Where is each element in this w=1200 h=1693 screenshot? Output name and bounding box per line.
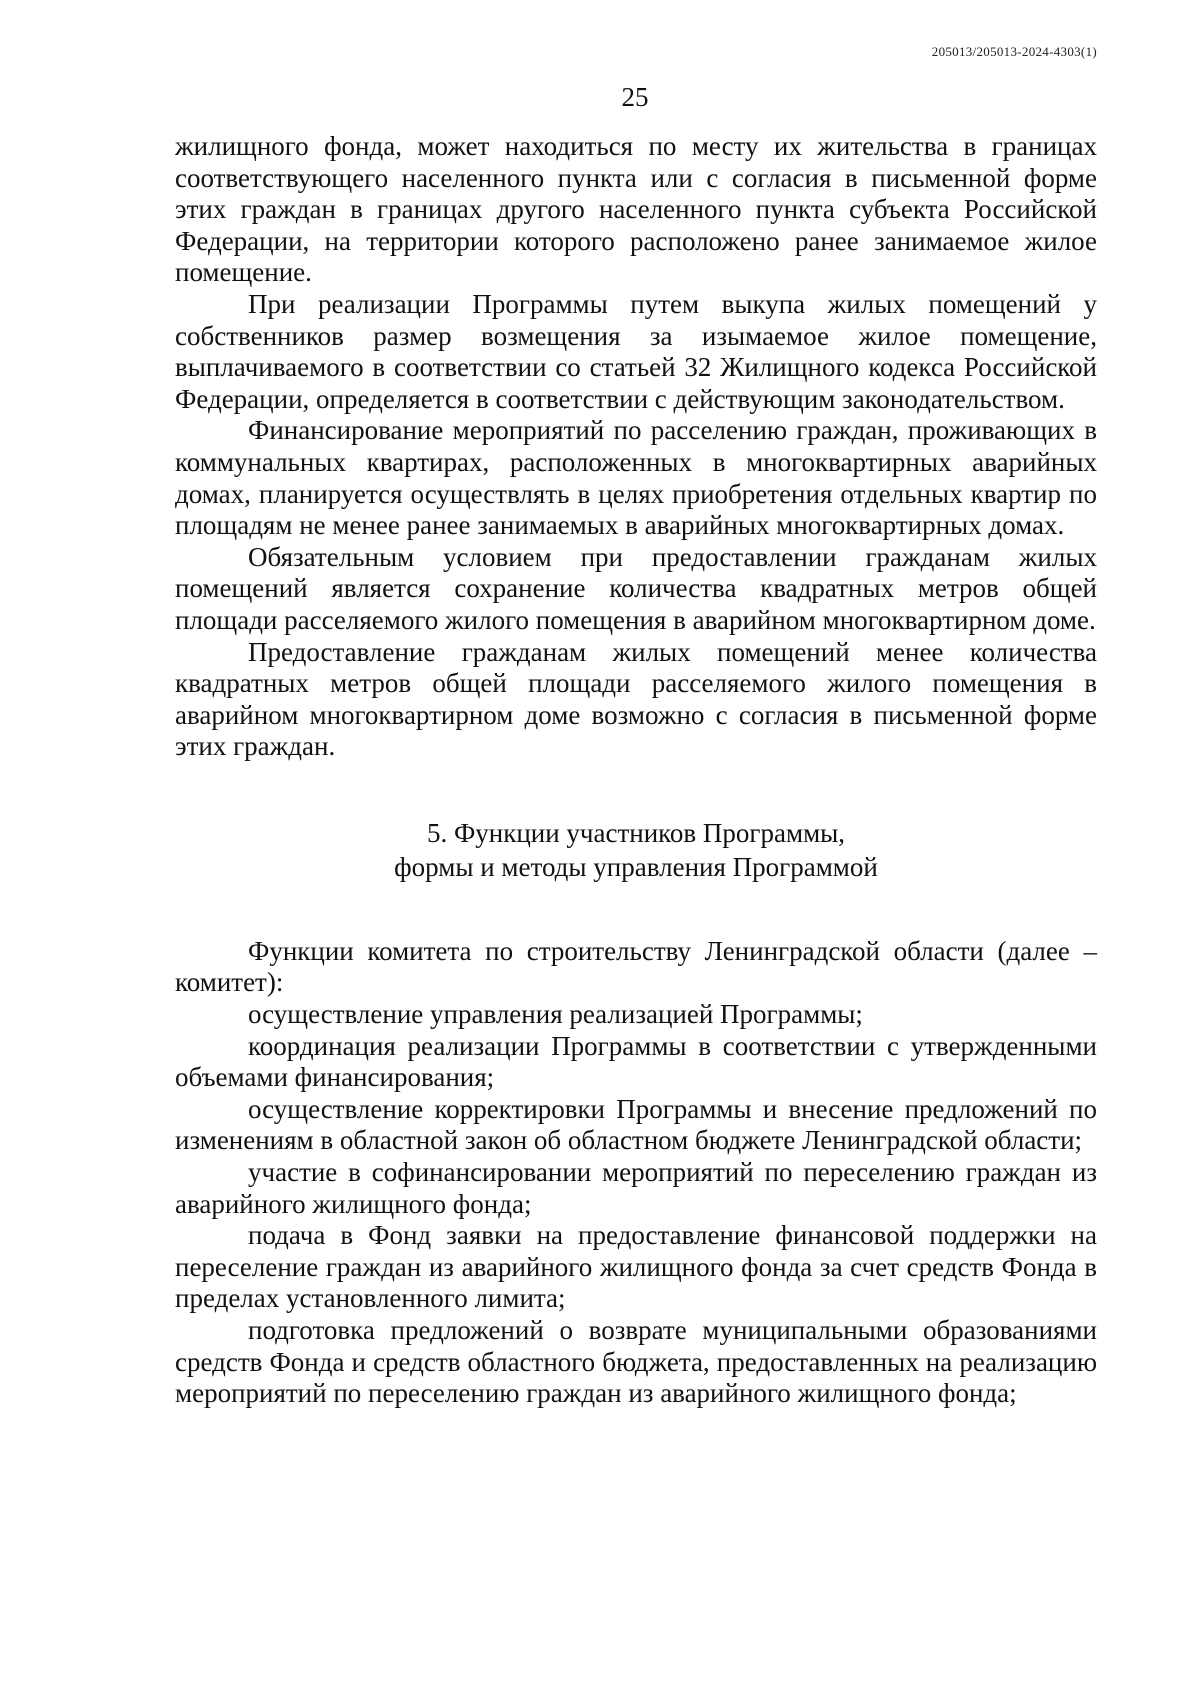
list-item: подача в Фонд заявки на предоставление финансовой поддержки на переселение граждан из аварийного жилищного фонда за счет средств Фонда в пределах установленного лимита; bbox=[175, 1220, 1097, 1314]
list-item: координация реализации Программы в соответствии с утвержденными объемами финансирования; bbox=[175, 1030, 1097, 1093]
paragraph: Предоставление гражданам жилых помещений менее количества квадратных метров общей площади расселяемого жилого помещения в аварийном многоквартирном доме возможно с согласия в письменной форме этих граждан. bbox=[175, 636, 1097, 762]
paragraph: При реализации Программы путем выкупа жилых помещений у собственников размер возмещения за изымаемое жилое помещение, выплачиваемого в соответствии со статьей 32 Жилищного кодекса Российской Федерации, определяется в соответствии с действующим законодательством. bbox=[175, 288, 1097, 414]
list-item: подготовка предложений о возврате муниципальными образованиями средств Фонда и средств областного бюджета, предоставленных на реализацию мероприятий по переселению граждан из аварийного жилищного фонда; bbox=[175, 1315, 1097, 1409]
paragraph: Обязательным условием при предоставлении гражданам жилых помещений является сохранение количества квадратных метров общей площади расселяемого жилого помещения в аварийном многоквартирном доме. bbox=[175, 541, 1097, 635]
list-item: осуществление управления реализацией Программы; bbox=[248, 999, 863, 1030]
document-id: 205013/205013-2024-4303(1) bbox=[931, 44, 1097, 59]
section-heading bbox=[175, 816, 1097, 884]
paragraph: Финансирование мероприятий по расселению граждан, проживающих в коммунальных квартирах, расположенных в многоквартирных аварийных домах, планируется осуществлять в целях приобретения отдельных квартир по площадям не менее ранее занимаемых в аварийных многоквартирных домах. bbox=[175, 415, 1097, 541]
paragraph: Функции комитета по строительству Ленинградской области (далее – комитет): bbox=[175, 935, 1097, 998]
section-heading-line-1: 5. Функции участников Программы, bbox=[426, 817, 846, 848]
list-item: участие в софинансировании мероприятий по переселению граждан из аварийного жилищного фонда; bbox=[175, 1157, 1097, 1219]
list-item: осуществление корректировки Программы и внесение предложений по изменениям в областной закон об областном бюджете Ленинградской области; bbox=[175, 1093, 1097, 1156]
page-number: 25 bbox=[621, 82, 649, 112]
paragraph: жилищного фонда, может находиться по месту их жительства в границах соответствующего населенного пункта или с согласия в письменной форме этих граждан в границах другого населенного пункта субъекта Российской Федерации, на территории которого расположено ранее занимаемое жилое помещение. bbox=[175, 131, 1097, 288]
document-body bbox=[175, 131, 1097, 1410]
section-heading-line-2: формы и методы управления Программой bbox=[394, 851, 878, 882]
